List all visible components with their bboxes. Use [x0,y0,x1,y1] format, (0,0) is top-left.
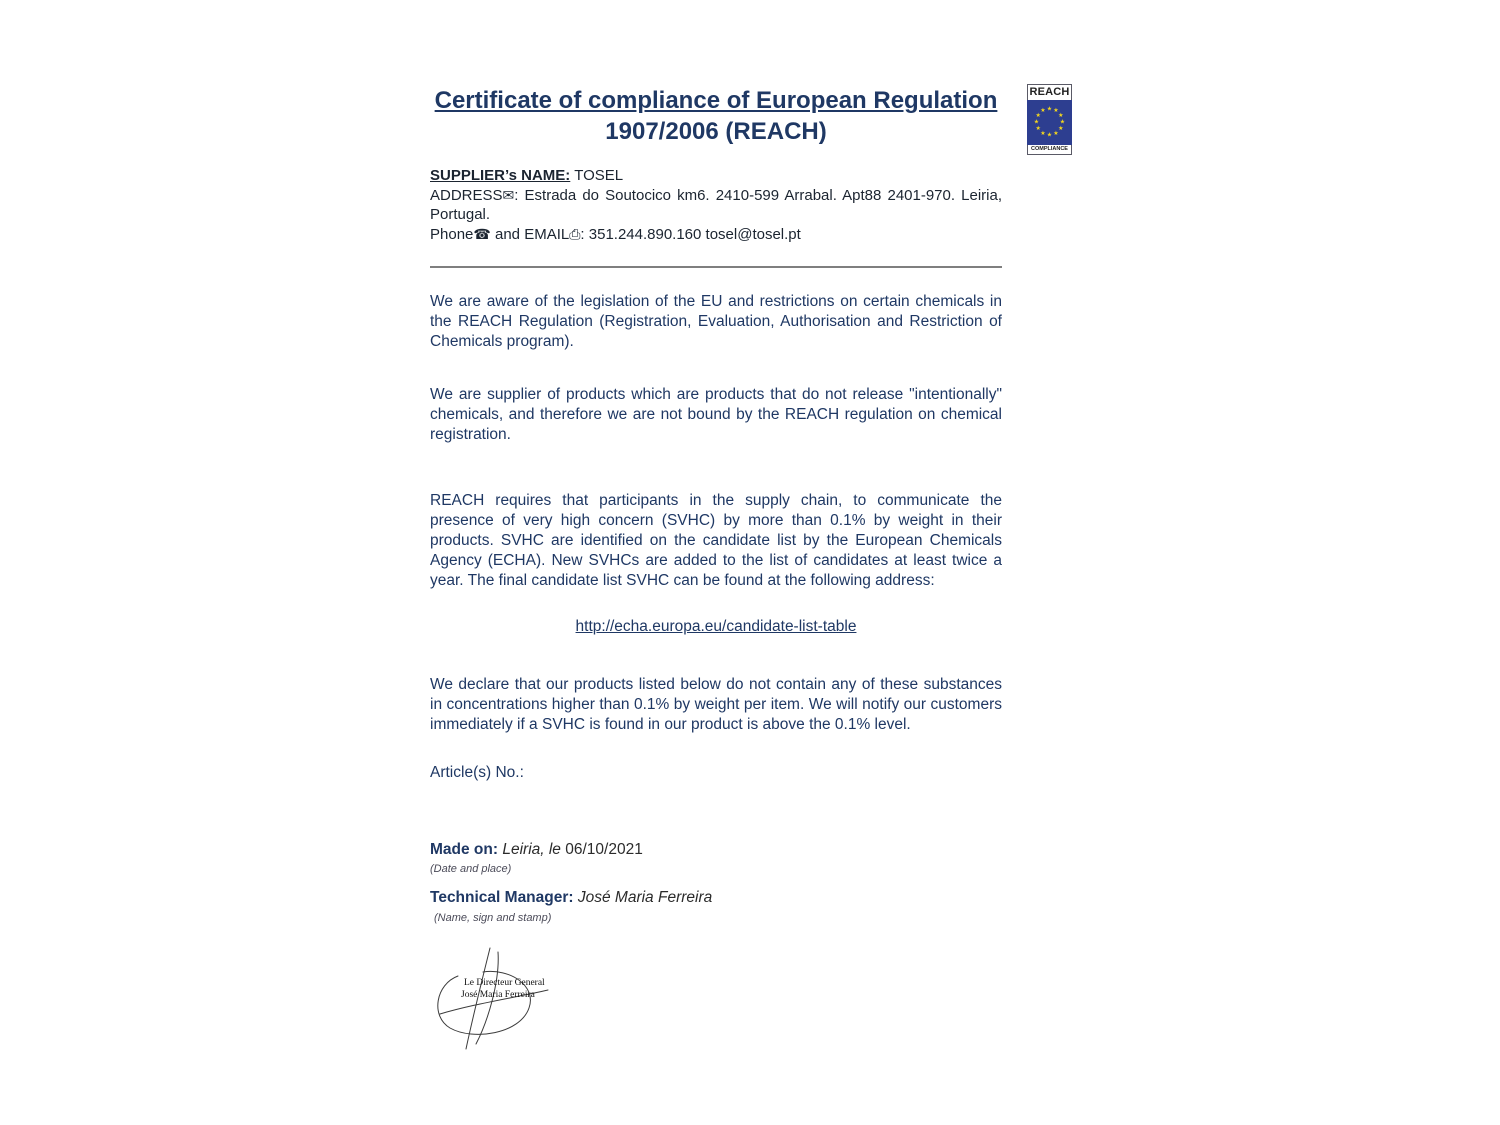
svg-text:★: ★ [1040,108,1046,115]
paragraph-supplier-statement: We are supplier of products which are products that do not release "intentionally" chemicals, and therefore we are not bound by the REACH regulation on chemical registration. [430,386,1002,443]
email-label: and EMAIL [490,225,570,243]
supplier-name-line [430,166,1002,186]
made-on-date: 06/10/2021 [565,841,643,858]
title-line-2: 1907/2006 (REACH) [605,118,827,145]
address-value: : Estrada do Soutocico km6. 2410-599 Arrabal. Apt88 2401-970. Leiria, Portugal. [430,186,1002,223]
made-on-line [430,841,1002,859]
signature-text-line-2: José Maria Ferreira [461,990,535,1000]
supplier-address-line [430,186,1002,225]
technical-manager-label: Technical Manager: [430,889,574,906]
candidate-list-link-line [430,617,1002,637]
svg-text:★: ★ [1035,126,1041,132]
paragraph-svhc-requirements: REACH requires that participants in the supply chain, to communicate the presence of very high concern (SVHC) by more than 0.1% by weight in their products. SVHC are identified on the candidate list by the European Chemicals Agency (ECHA). New SVHCs are added to the list of candidates at least twice a year. The final candidate list SVHC can be found at the following address: [430,492,1002,589]
reach-logo-label: REACH [1027,84,1072,100]
made-on-place: Leiria, le [502,841,561,858]
fax-icon: ⎙ [569,225,581,242]
svg-text:★: ★ [1059,119,1066,126]
svg-text:★: ★ [1046,106,1053,113]
address-label: ADDRESS [430,186,503,204]
phone-icon: ☎ [473,225,491,242]
supplier-name-value: TOSEL [574,167,624,184]
signature-text-line-1: Le Directeur General [464,978,545,988]
date-place-note: (Date and place) [430,863,512,875]
paragraph-reach-awareness: We are aware of the legislation of the EU and restrictions on certain chemicals in the REACH Regulation (Registration, Evaluation, Authorisation and Restriction of Chemicals program). [430,293,1002,350]
reach-compliance-logo [1027,84,1072,155]
svg-text:★: ★ [1058,113,1064,119]
title-line-1: Certificate of compliance of European Regulation [434,87,998,114]
svg-text:★: ★ [1033,119,1040,126]
svg-text:★: ★ [1053,130,1059,137]
signature-stamp [428,946,558,1051]
made-on-label: Made on: [430,841,499,858]
section-divider [430,266,1002,268]
svg-text:★: ★ [1053,108,1059,115]
supplier-contact-line [430,225,1002,245]
svg-text:★: ★ [1046,132,1053,139]
supplier-block [430,166,1002,244]
technical-manager-line [430,889,1002,907]
envelope-icon: ✉ [502,186,515,203]
compliance-logo-label: COMPLIANCE [1027,145,1072,155]
paragraph-declaration: We declare that our products listed below do not contain any of these substances in concentrations higher than 0.1% by weight per item. We will notify our customers immediately if a SVHC is found in our product is above the 0.1% level. [430,676,1002,733]
eu-flag-stars-icon [1027,100,1072,145]
sign-stamp-note: (Name, sign and stamp) [434,912,552,924]
svg-text:★: ★ [1040,130,1046,137]
svg-text:★: ★ [1058,126,1064,132]
contact-value: : 351.244.890.160 tosel@tosel.pt [580,225,801,243]
page-title [430,85,1002,147]
svg-text:★: ★ [1035,113,1041,119]
article-number-label: Article(s) No.: [430,764,524,781]
phone-label: Phone [430,225,474,243]
supplier-name-label: SUPPLIER’s NAME: [430,167,571,184]
technical-manager-name: José Maria Ferreira [577,889,713,906]
candidate-list-link[interactable]: http://echa.europa.eu/candidate-list-table [575,618,857,635]
